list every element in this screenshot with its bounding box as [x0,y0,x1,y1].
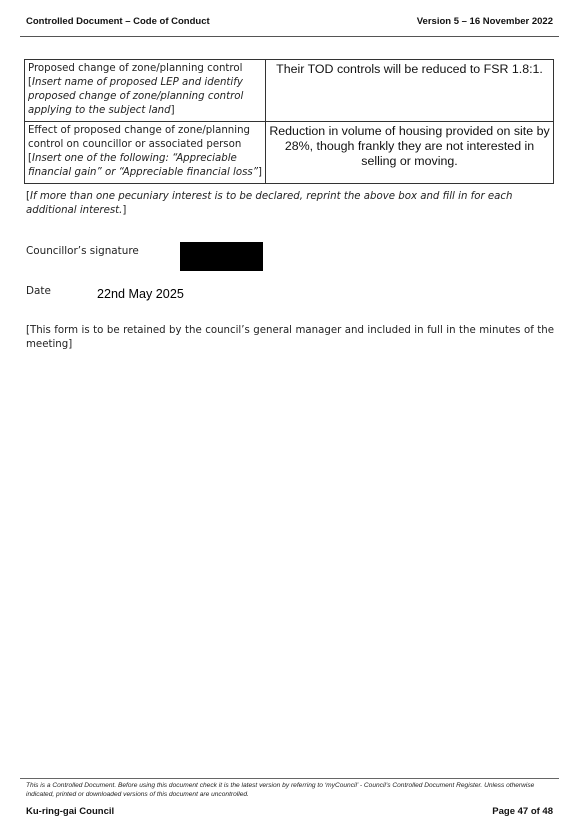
footer-divider [20,778,559,779]
footer-organisation: Ku-ring-gai Council [26,806,115,817]
page-number: Page 47 of 48 [492,806,553,817]
row-value: Their TOD controls will be reduced to FSR 1.8:1. [276,62,543,76]
row-value: Reduction in volume of housing provided on site by 28%, though frankly they are not interested in selling or moving. [269,124,550,168]
table-row [25,122,554,184]
row-label: Proposed change of zone/planning control [28,63,243,74]
declaration-table [24,59,554,184]
header-divider [20,36,559,37]
signature-label: Councillor’s signature [26,245,139,257]
row-label-cell: Effect of proposed change of zone/planning control on councillor or associated person [Insert one of the following: “Appreciable financial gain” or “Appreciable financial loss”] [25,122,266,184]
additional-interest-note: [If more than one pecuniary interest is to be declared, reprint the above box and fill in for each additional interest.] [26,191,513,216]
row-hint: Insert name of proposed LEP and identify proposed change of zone/planning control applying to the subject land [28,77,244,116]
table-row [25,60,554,122]
row-hint: Insert one of the following: “Appreciable financial gain” or “Appreciable financial loss” [28,153,258,178]
header-version: Version 5 – 16 November 2022 [416,16,553,27]
date-label: Date [26,285,51,297]
retention-note: [This form is to be retained by the council’s general manager and included in full in the minutes of the meeting] [26,325,554,350]
header-document-title: Controlled Document – Code of Conduct [26,16,210,27]
date-value[interactable]: 22nd May 2025 [97,287,184,301]
page-header [26,16,553,34]
row-value-cell[interactable] [266,60,554,122]
row-value-cell[interactable] [266,122,554,184]
row-label-cell: Proposed change of zone/planning control [Insert name of proposed LEP and identify proposed change of zone/planning control applying to the subject land] [25,60,266,122]
note-text: If more than one pecuniary interest is to be declared, reprint the above box and fill in for each additional interest. [26,191,513,216]
redacted-signature [180,242,263,271]
row-label: Effect of proposed change of zone/planning control on councillor or associated person [28,125,250,150]
footer-disclaimer: This is a Controlled Document. Before using this document check it is the latest version by referring to ‘myCouncil’ - Council’s Controlled Document Register. Unless otherwise indicated, printed or downloaded versions of this document are uncontrolled. [26,782,535,798]
